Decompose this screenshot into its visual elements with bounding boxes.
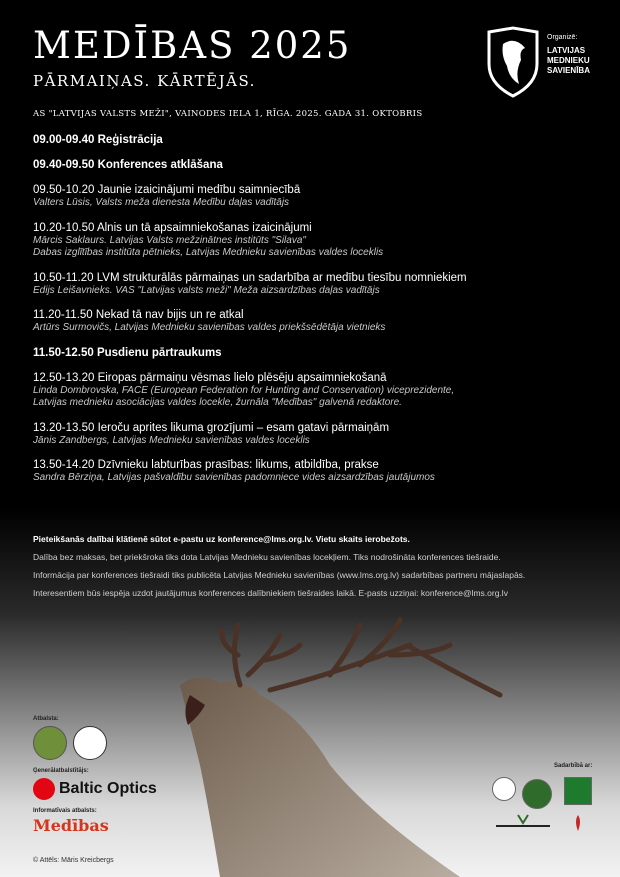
- partner-logo: [568, 813, 588, 833]
- program-item-speaker: Latvijas mednieku asociācijas valdes locekle, žurnāla "Medības" galvenā redaktore.: [33, 397, 402, 408]
- program-item-title: 10.20-10.50 Alnis un tā apsaimniekošanas izaicinājumi: [33, 221, 312, 234]
- organizer-block: [485, 26, 595, 98]
- program-item: [33, 371, 593, 410]
- partner-logo: [492, 813, 554, 831]
- lvm-icon: [492, 813, 554, 831]
- municipalities-icon: [568, 813, 588, 833]
- general-sponsor-logo: [33, 778, 213, 800]
- supporter-logo: [33, 726, 67, 760]
- program-item-speaker: Valters Lūsis, Valsts meža dienesta Medību daļas vadītājs: [33, 197, 290, 208]
- program-item: [33, 158, 593, 172]
- event-venue: AS "LATVIJAS VALSTS MEŽI", VAINODES IELA 1, RĪGA. 2025. GADA 31. OKTOBRIS: [33, 109, 423, 119]
- program-item-title: 09.00-09.40 Reģistrācija: [33, 134, 163, 146]
- program-item-title: 12.50-13.20 Eiropas pārmaiņu vēsmas lielo plēsēju apsaimniekošanā: [33, 371, 387, 384]
- event-subtitle: PĀRMAIŅAS. KĀRTĒJĀS.: [33, 72, 256, 90]
- red-deer-photo: [160, 615, 580, 877]
- general-sponsor-label: Ģenerālatbalstītājs:: [33, 768, 89, 774]
- sponsors-block: [33, 716, 213, 835]
- organizer-label: Organizē:: [547, 34, 578, 41]
- partners-label: Sadarbībā ar:: [554, 763, 593, 769]
- program-item-title: 13.20-13.50 Ieroču aprites likuma grozījumi – esam gatavi pārmaiņām: [33, 421, 390, 434]
- hunters-union-shield-icon: [485, 26, 541, 98]
- partner-logo: [522, 779, 552, 809]
- program-item-title: 09.50-10.20 Jaunie izaicinājumi medību saimniecībā: [33, 184, 301, 196]
- program-item-speaker: Mārcis Saklaurs. Latvijas Valsts mežzinātnes institūts "Silava": [33, 234, 306, 246]
- program-item: [33, 458, 593, 485]
- organizer-name: LATVIJAS MEDNIEKU SAVIENĪBA: [547, 46, 590, 75]
- program-item-title: 09.40-09.50 Konferences atklāšana: [33, 159, 223, 171]
- program-item: [33, 308, 593, 335]
- program-item: [33, 421, 593, 448]
- program-item: [33, 346, 593, 360]
- program-item-speaker: Linda Dombrovska, FACE (European Federation for Hunting and Conservation) viceprezidente,: [33, 384, 455, 396]
- partner-logo: [564, 777, 592, 805]
- registration-info: [33, 533, 593, 605]
- registration-paragraph: Informācija par konferences tiešraidi tiks publicēta Latvijas Mednieku savienības (www.lms.org.lv) sadarbības partneru mājaslapās.: [33, 570, 526, 580]
- event-title: MEDĪBAS 2025: [33, 24, 352, 67]
- general-sponsor-name: Baltic Optics: [59, 780, 157, 797]
- support-label: Atbalsta:: [33, 716, 59, 722]
- program-item-title: 11.20-11.50 Nekad tā nav bijis un re atkal: [33, 309, 244, 321]
- program-item-speaker: Dabas izglītības institūta pētnieks, Latvijas Mednieku savienības valdes loceklis: [33, 247, 384, 258]
- support-logos: [33, 726, 213, 760]
- program-item-speaker: Edijs Leišavnieks. VAS "Latvijas valsts meži" Meža aizsardzības daļas vadītājs: [33, 284, 380, 296]
- program-item-speaker: Artūrs Surmovičs, Latvijas Mednieku savienības valdes priekšsēdētāja vietnieks: [33, 322, 386, 333]
- partner-logo: [492, 777, 516, 801]
- program-item: [33, 133, 593, 147]
- leica-icon: [33, 778, 55, 800]
- program-list: [33, 133, 593, 496]
- program-item-speaker: Jānis Zandbergs, Latvijas Mednieku savienības valdes loceklis: [33, 434, 310, 446]
- program-item-title: 13.50-14.20 Dzīvnieku labturības prasības: likums, atbildība, prakse: [33, 459, 379, 471]
- program-item: [33, 271, 593, 298]
- program-item: [33, 221, 593, 260]
- program-item-speaker: Sandra Bērziņa, Latvijas pašvaldību savienības padomniece vides aizsardzības jautājumos: [33, 472, 435, 483]
- program-item-title: 11.50-12.50 Pusdienu pārtraukums: [33, 346, 222, 359]
- registration-paragraph: Dalība bez maksas, bet priekšroka tiks dota Latvijas Mednieku savienības locekļiem. Tiks nodrošināta konferences tiešraide.: [33, 552, 501, 562]
- info-sponsor-name: Medības: [33, 816, 109, 835]
- photo-credit: © Attēls: Māris Kreicbergs: [33, 857, 114, 864]
- registration-paragraph: Interesentiem būs iespēja uzdot jautājumus konferences dalībniekiem tiešraides laikā. E-pasts uzziņai: konference@lms.org.lv: [33, 588, 508, 598]
- info-sponsor-label: Informatīvais atbalsts:: [33, 808, 97, 814]
- program-item-title: 10.50-11.20 LVM strukturālās pārmaiņas un sadarbība ar medību tiesību nomniekiem: [33, 271, 467, 284]
- supporter-logo: [73, 726, 107, 760]
- program-item: [33, 183, 593, 210]
- registration-headline: Pieteikšanās dalībai klātienē sūtot e-pastu uz konference@lms.org.lv. Vietu skaits ierobežots.: [33, 534, 410, 544]
